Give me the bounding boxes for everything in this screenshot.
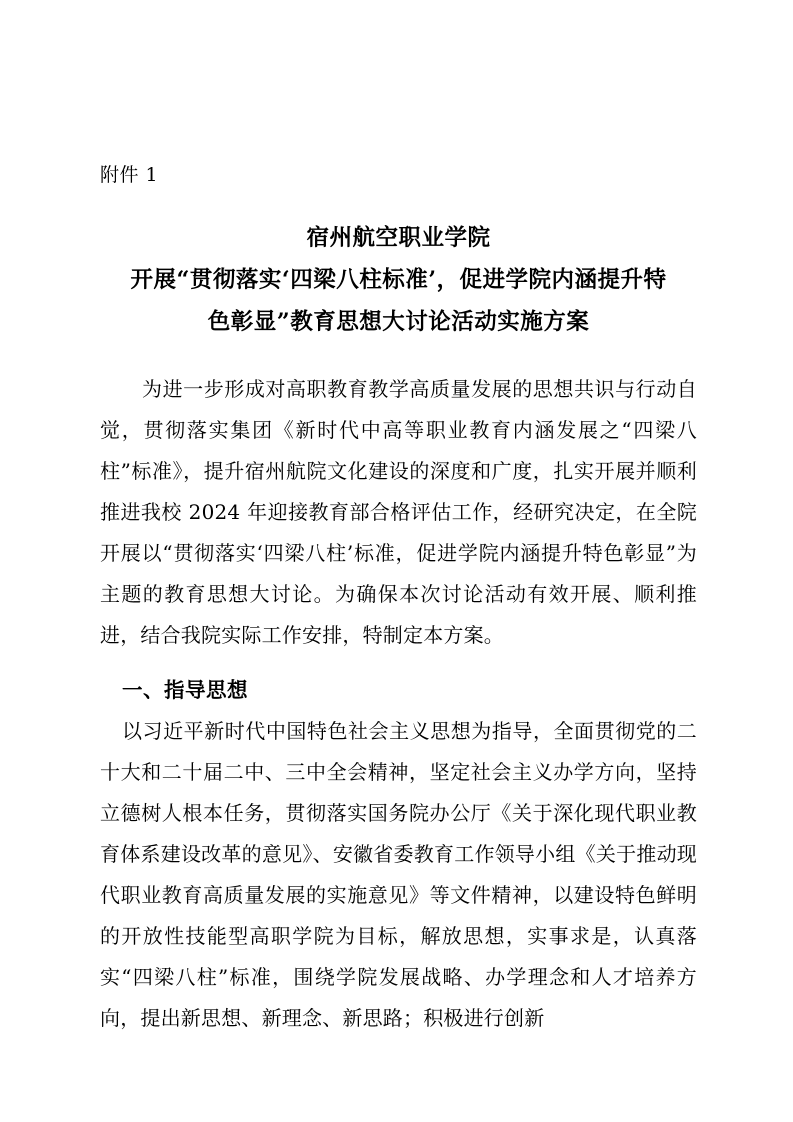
title-line-3: 色彰显”教育思想大讨论活动实施方案 — [207, 309, 590, 335]
section-heading-guiding-thought: 一、指导思想 — [122, 678, 248, 702]
page-title — [100, 217, 697, 343]
section-paragraph-guiding-thought: 以习近平新时代中国特色社会主义思想为指导，全面贯彻党的二十大和二十届二中、三中全会精神，坚定社会主义办学方向，坚持立德树人根本任务，贯彻落实国务院办公厅《关于深化现代职业教育体系建设改革的意见》、安徽省委教育工作领导小组《关于推动现代职业教育高质量发展的实施意见》等文件精神，以建设特色鲜明的开放性技能型高职学院为目标，解放思想，实事求是，认真落实“四梁八柱”标准，围绕学院发展战略、办学理念和人才培养方向，提出新思想、新理念、新思路；积极进行创新 — [100, 719, 697, 1030]
title-line-1: 宿州航空职业学院 — [306, 225, 491, 251]
title-line-2: 开展“贯彻落实‘四梁八柱标准’，促进学院内涵提升特 — [130, 267, 667, 293]
attachment-label: 附件 1 — [100, 164, 159, 186]
intro-paragraph: 为进一步形成对高职教育教学高质量发展的思想共识与行动自觉，贯彻落实集团《新时代中高等职业教育内涵发展之“四梁八柱”标准》，提升宿州航院文化建设的深度和广度，扎实开展并顺利推进我校 2024 年迎接教育部合格评估工作，经研究决定，在全院开展以“贯彻落实‘四梁八柱’标准，促进学院内涵提升特色彰显”为主题的教育思想大讨论。为确保本次讨论活动有效开展、顺利推进，结合我院实际工作安排，特制定本方案。 — [100, 377, 697, 647]
